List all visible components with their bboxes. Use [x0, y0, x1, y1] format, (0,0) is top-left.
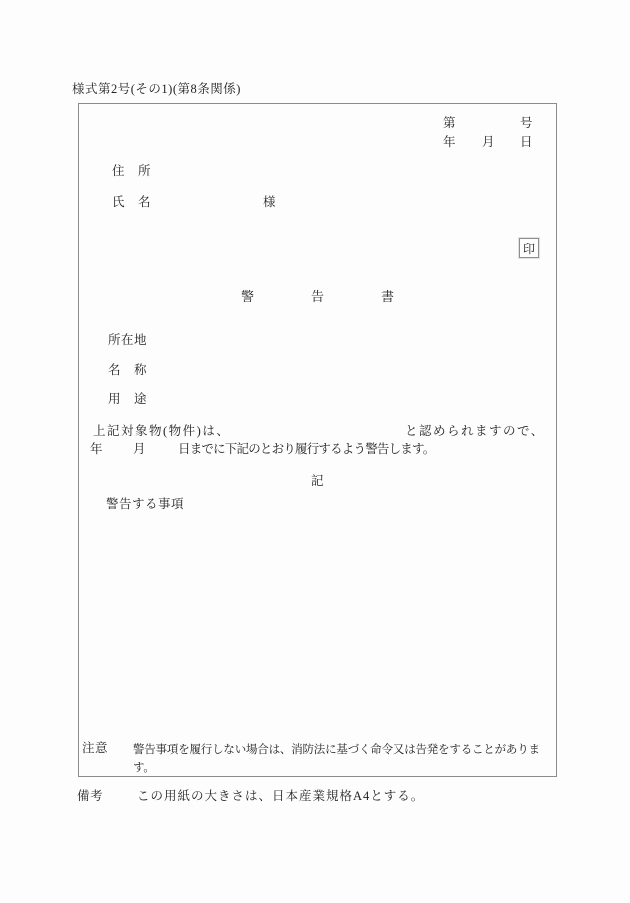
date-day-label: 日 — [520, 135, 534, 149]
date-month-label: 月 — [482, 135, 496, 149]
property-location-label: 所在地 — [108, 333, 148, 347]
title-char-2: 告 — [310, 289, 324, 304]
deadline-year-label: 年 — [90, 442, 104, 456]
seal-mark-box — [519, 238, 539, 258]
remarks-text: この用紙の大きさは、日本産業規格A4とする。 — [137, 789, 425, 803]
title-char-1: 警 — [240, 289, 254, 304]
date-year-label: 年 — [443, 135, 457, 149]
record-heading: 記 — [310, 474, 324, 488]
notice-line-1: 警告事項を履行しない場合は、消防法に基づく命令又は告発をすることがありま — [133, 744, 540, 756]
recipient-name-label: 氏 名 — [112, 195, 152, 209]
warning-letter-form-box — [78, 103, 557, 777]
remarks-label: 備考 — [77, 789, 104, 803]
recipient-address-label: 住 所 — [112, 164, 152, 178]
doc-number-suffix: 号 — [520, 116, 534, 130]
recipient-honorific: 様 — [263, 195, 277, 209]
body-sentence-end: と認められますので、 — [405, 424, 545, 438]
notice-text — [133, 741, 540, 777]
deadline-sentence: 日までに下記のとおり履行するよう警告します。 — [178, 442, 435, 456]
deadline-month-label: 月 — [133, 442, 147, 456]
doc-number-prefix: 第 — [443, 116, 457, 130]
seal-mark: 印 — [522, 241, 535, 256]
warning-items-label: 警告する事項 — [106, 497, 185, 511]
notice-line-2: す。 — [133, 762, 155, 774]
document-title — [79, 286, 556, 305]
form-number-heading: 様式第2号(その1)(第8条関係) — [72, 82, 241, 96]
property-name-label: 名 称 — [108, 363, 148, 377]
property-use-label: 用 途 — [108, 392, 148, 406]
title-char-3: 書 — [381, 289, 395, 304]
notice-label: 注意 — [82, 741, 109, 755]
body-sentence-start: 上記対象物(物件)は、 — [93, 424, 231, 438]
